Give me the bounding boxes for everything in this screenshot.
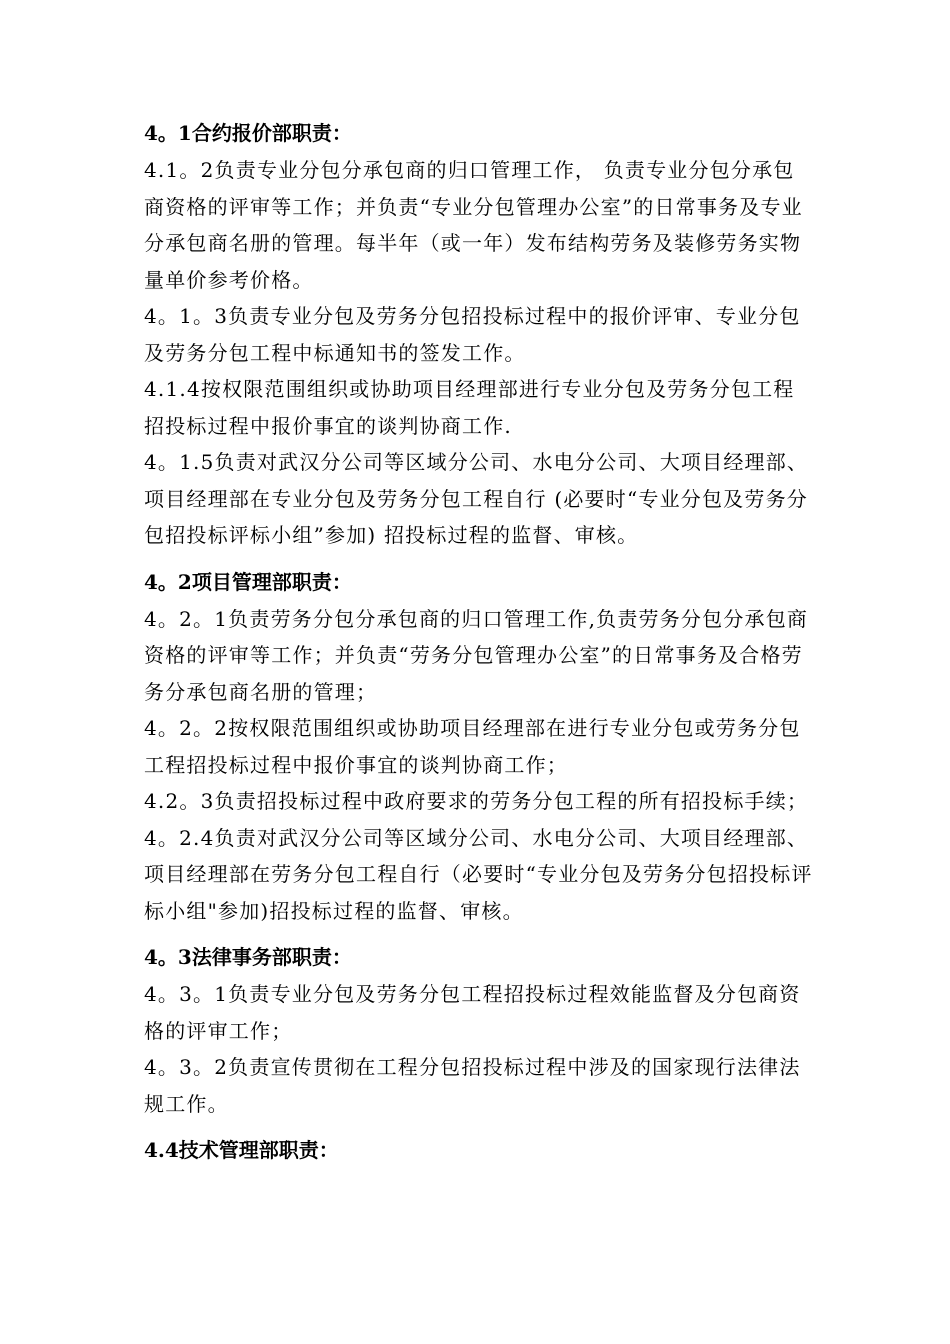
- section-gap: [144, 929, 814, 938]
- clause-4-1-5: 4。1.5负责对武汉分公司等区域分公司、水电分公司、大项目经理部、项目经理部在专业分包及劳务分包工程自行 (必要时“专业分包及劳务分包招投标评标小组”参加) 招投标过程的监督、审核。: [144, 450, 809, 547]
- clause-4-2-2: 4。2。2按权限范围组织或协助项目经理部在进行专业分包或劳务分包工程招投标过程中报价事宜的谈判协商工作；: [144, 716, 801, 777]
- section-technical-management: [144, 1131, 814, 1169]
- clause-4-1-4: 4.1.4按权限范围组织或协助项目经理部进行专业分包及劳务分包工程招投标过程中报价事宜的谈判协商工作.: [144, 377, 795, 438]
- section-heading: 4。2项目管理部职责：: [144, 569, 352, 594]
- clause-4-2-3: 4.2。3负责招投标过程中政府要求的劳务分包工程的所有招投标手续；: [144, 789, 809, 813]
- section-contract-quotation: [144, 114, 814, 554]
- section-project-management: [144, 563, 814, 930]
- clause-4-3-2: 4。3。2负责宣传贯彻在工程分包招投标过程中涉及的国家现行法律法规工作。: [144, 1055, 801, 1116]
- clause-4-2-4: 4。2.4负责对武汉分公司等区域分公司、水电分公司、大项目经理部、项目经理部在劳务分包工程自行（必要时“专业分包及劳务分包招投标评标小组"参加)招投标过程的监督、审核。: [144, 825, 813, 923]
- document-page: [144, 114, 814, 1169]
- section-heading: 4.4技术管理部职责：: [144, 1138, 339, 1162]
- clause-4-2-1: 4。2。1负责劳务分包分承包商的归口管理工作,负责劳务分包分承包商资格的评审等工作；并负责“劳务分包管理办公室”的日常事务及合格劳务分承包商名册的管理；: [144, 606, 809, 704]
- section-heading: 4。1合约报价部职责：: [144, 121, 352, 145]
- section-gap: [144, 554, 814, 563]
- section-gap: [144, 1122, 814, 1131]
- section-legal-affairs: [144, 938, 814, 1122]
- section-heading: 4。3法律事务部职责：: [144, 945, 352, 969]
- clause-4-3-1: 4。3。1负责专业分包及劳务分包工程招投标过程效能监督及分包商资格的评审工作；: [144, 982, 801, 1043]
- clause-4-1-2: 4.1。2负责专业分包分承包商的归口管理工作， 负责专业分包分承包商资格的评审等工作；并负责“专业分包管理办公室”的日常事务及专业分承包商名册的管理。每半年（或一年）发布结构劳务及装修劳务实物量单价参考价格。: [144, 158, 803, 292]
- clause-4-1-3: 4。1。3负责专业分包及劳务分包招投标过程中的报价评审、专业分包及劳务分包工程中标通知书的签发工作。: [144, 304, 801, 365]
